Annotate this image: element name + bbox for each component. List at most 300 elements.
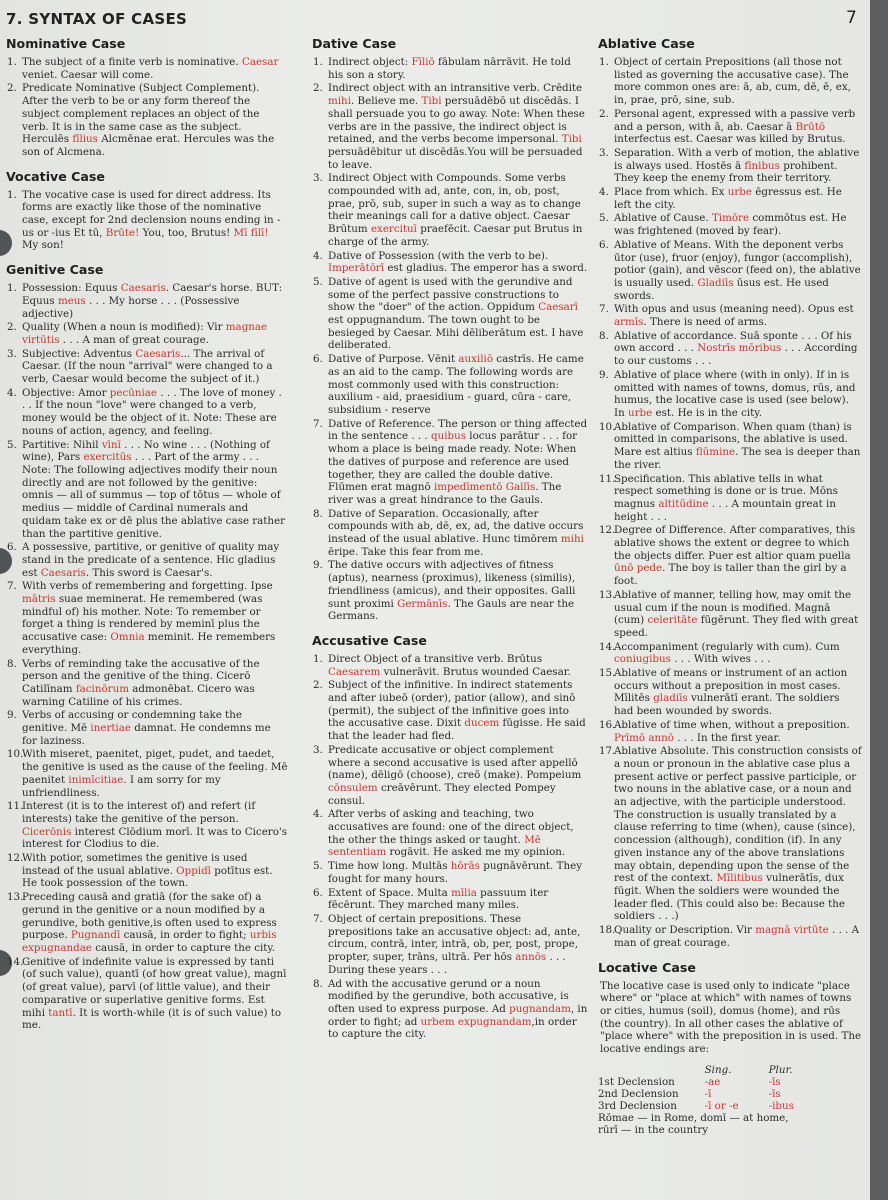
- text-run: passuum iter fēcērunt. They marched many miles.: [328, 886, 549, 912]
- text-run: , in order to fight; ad: [328, 1002, 588, 1028]
- rule-text: [328, 559, 575, 622]
- rule-number: 3.: [7, 347, 17, 360]
- rule-text: [614, 641, 840, 666]
- latin-example: ducem: [464, 717, 500, 730]
- latin-example: mihi: [560, 533, 584, 546]
- latin-example: Timōre: [711, 212, 750, 225]
- rule-item: [6, 956, 288, 1032]
- text-run: Verbs of accusing or condemning take the genitive. Mē: [22, 709, 242, 735]
- rule-item: [312, 250, 588, 275]
- latin-example: quibus: [430, 430, 467, 443]
- section-dative: [312, 36, 588, 623]
- text-run: Ablative of time when, without a preposition.: [614, 718, 850, 731]
- text-run: persuādēbō ut discēdās. I shall persuade you to go away. Note: When these verbs are in the passive, the indirect object is retained, and the verbs become impersonal.: [328, 95, 585, 146]
- latin-example: Caesaris: [135, 347, 181, 360]
- table-cell: -īs: [768, 1087, 781, 1100]
- rule-number: 5.: [7, 438, 17, 451]
- rule-number: 7.: [599, 303, 609, 316]
- latin-example: Fīliō: [411, 56, 435, 68]
- rule-number: 7.: [7, 580, 17, 593]
- latin-example: vīnī: [101, 438, 121, 451]
- section-heading: Ablative Case: [598, 36, 695, 51]
- rule-item: [6, 282, 288, 320]
- section-heading: Dative Case: [312, 36, 397, 51]
- rule-item: [312, 679, 588, 743]
- text-run: . Believe me.: [350, 95, 422, 108]
- rule-text: [328, 887, 548, 912]
- rule-text: [614, 56, 851, 106]
- rule-text: [22, 891, 277, 954]
- text-run: . . . My horse . . . (Possessive adjective): [22, 294, 240, 320]
- latin-example: impedīmentō Gallīs: [434, 481, 536, 494]
- section-genitive: [6, 262, 288, 1032]
- rule-text: [328, 808, 574, 858]
- rule-number: 8.: [7, 657, 17, 670]
- rule-list: [6, 189, 288, 253]
- latin-example: tantī: [48, 1006, 73, 1019]
- rule-item: [6, 709, 288, 747]
- rule-number: 8.: [313, 507, 323, 520]
- rule-item: [598, 147, 862, 185]
- text-run: The dative occurs with adjectives of fitness (aptus), nearness (proximus), likeness (similis), friendliness (amicus), and their opposites. Galli sunt proximi: [328, 559, 576, 610]
- latin-example: Caesarem: [328, 665, 381, 678]
- latin-example: ūnō pede: [614, 562, 663, 575]
- text-run: The vocative case is used for direct address. Its forms are exactly like those of the nominative case, except for 2nd declension nouns ending in -us or -ius Et tū,: [22, 188, 281, 239]
- text-run: . . . During these years . . .: [328, 951, 566, 976]
- text-run: interfectus est. Caesar was killed by Brutus.: [614, 133, 846, 146]
- text-run: rogāvit. He asked me my opinion.: [386, 846, 566, 859]
- text-run: Dative of Purpose. Vēnit: [328, 353, 459, 366]
- rule-text: [22, 748, 288, 798]
- rule-number: 3.: [313, 172, 323, 185]
- column-left: [6, 34, 288, 1042]
- text-run: Objective: Amor: [22, 386, 110, 399]
- text-run: . . . A man of great courage.: [614, 924, 860, 949]
- latin-example: hōrās: [450, 860, 480, 873]
- rule-number: 11.: [7, 800, 24, 813]
- rule-text: [22, 541, 279, 578]
- rule-item: [6, 56, 288, 81]
- latin-example: Imperātōrī: [328, 262, 385, 275]
- text-run: causā, in order to fight;: [120, 929, 250, 942]
- rule-number: 2.: [313, 679, 323, 692]
- rule-item: [312, 860, 588, 885]
- rule-item: [6, 189, 288, 253]
- rule-number: 1.: [599, 56, 609, 68]
- rule-text: [328, 172, 582, 248]
- latin-example: Nostrīs mōribus: [697, 342, 782, 355]
- rule-text: [614, 369, 855, 419]
- text-run: potītus est. He took possession of the town.: [22, 864, 273, 890]
- latin-example: Brūte!: [105, 226, 140, 239]
- rule-item: [6, 658, 288, 709]
- text-run: ,in order to capture the city.: [328, 1015, 577, 1041]
- latin-example: Caesarī: [538, 301, 578, 314]
- rule-text: [22, 387, 282, 437]
- latin-example: Caesar: [241, 56, 279, 68]
- text-run: Quality (When a noun is modified): Vir: [22, 321, 226, 334]
- rule-item: [598, 330, 862, 368]
- rule-number: 5.: [313, 275, 323, 288]
- rule-text: [614, 108, 855, 145]
- rule-item: [598, 239, 862, 303]
- text-run: ēripe. Take this fear from me.: [328, 545, 484, 558]
- rule-item: [6, 348, 288, 386]
- rule-item: [312, 744, 588, 808]
- rule-text: [328, 250, 587, 275]
- text-run: The subject of a finite verb is nominative.: [22, 56, 242, 68]
- latin-example: magnae virtūtis: [22, 321, 268, 346]
- rule-number: 4.: [313, 249, 323, 262]
- rule-number: 2.: [313, 82, 323, 95]
- text-run: With potior, sometimes the genitive is used instead of the usual ablative.: [22, 852, 248, 877]
- text-run: . There is need of arms.: [643, 316, 768, 329]
- latin-example: mātris: [22, 593, 56, 606]
- rule-text: [328, 860, 582, 885]
- text-run: creāvērunt. They elected Pompey consul.: [328, 781, 556, 807]
- rule-item: [6, 800, 288, 851]
- latin-example: pugnandam: [509, 1002, 571, 1015]
- rule-text: [614, 303, 854, 328]
- latin-example: Mīlitibus: [716, 872, 763, 885]
- rule-item: [6, 321, 288, 346]
- rule-text: [22, 580, 275, 656]
- rule-text: [22, 709, 271, 746]
- rule-item: [598, 524, 862, 588]
- rule-number: 8.: [313, 977, 323, 990]
- rule-number: 1.: [7, 56, 17, 68]
- text-run: Predicate Nominative (Subject Complement). After the verb to be or any form thereof the subject complement replaces an object of the verb. It is in the same case as the subject. Herculēs: [22, 82, 260, 146]
- text-run: Ablative Absolute. This construction consists of a noun or pronoun in the ablative case plus a present active or perfect passive participle, or two nouns in the ablative case, or a noun and an adjective, with the participle understood. The construction is usually translated by a clause referring to time (when), cause (since), concession (although), condition (if). In any given instance any of the above translations may obtain, depending upon the sense of the rest of the context.: [614, 745, 862, 885]
- rule-item: [312, 978, 588, 1042]
- text-run: est gladius. The emperor has a sword.: [384, 262, 588, 275]
- rule-text: [328, 276, 583, 352]
- rule-number: 2.: [7, 321, 17, 334]
- rule-item: [598, 667, 862, 718]
- text-run: Personal agent, expressed with a passive verb and a person, with ā, ab. Caesar ā: [614, 107, 856, 133]
- section-heading: Accusative Case: [312, 632, 427, 648]
- rule-item: [312, 56, 588, 81]
- text-run: Ablative of place where (with in only). If in is omitted with names of towns, domus, rūs, and humus, the locative case is used (see below). In: [614, 368, 856, 419]
- rule-number: 4.: [7, 386, 17, 399]
- rule-number: 1.: [7, 188, 17, 201]
- text-run: With opus and usus (meaning need). Opus est: [614, 303, 854, 316]
- rule-number: 9.: [599, 368, 609, 381]
- table-row: [598, 1088, 798, 1100]
- latin-example: Gladiīs: [697, 276, 734, 289]
- text-run: fūgērunt. They fled with great speed.: [614, 614, 859, 639]
- text-run: veniet. Caesar will come.: [22, 68, 154, 81]
- latin-example: urbe: [727, 186, 752, 199]
- table-cell: -ī or -e: [704, 1099, 739, 1112]
- rule-item: [598, 186, 862, 211]
- text-run: Genitive of indefinite value is expressed by tanti (of such value), quantī (of how great value), magnī (of great value), parvī (of little value), and their comparative or superlative genitive forms. Est mihi: [22, 955, 287, 1019]
- rule-number: 12.: [599, 524, 616, 537]
- rule-text: [22, 56, 278, 81]
- rule-item: [6, 439, 288, 541]
- rule-text: [328, 418, 587, 506]
- text-run: Degree of Difference. After comparatives, this ablative shows the extent or degree to which the objects differ. Puer est altior quam puella: [614, 524, 856, 562]
- text-run: pugnāvērunt. They fought for many hours.: [328, 860, 583, 885]
- text-run: vulnerāvit. Brutus wounded Caesar.: [380, 665, 571, 678]
- text-run: Ablative of Means. With the deponent verbs ūtor (use), fruor (enjoy), fungor (accomplish), potior (gain), and vēscor (feed on), the ablative is usually used.: [614, 238, 861, 289]
- text-run: ūsus est. He used swords.: [614, 276, 829, 302]
- rule-text: [22, 658, 260, 708]
- rule-number: 5.: [599, 212, 609, 225]
- text-run: . The Gauls are near the Germans.: [328, 597, 575, 623]
- rule-number: 17.: [599, 745, 616, 758]
- latin-example: Mē sententiam: [328, 833, 541, 859]
- table-header-row: [598, 1064, 798, 1076]
- latin-example: Pugnandī: [70, 929, 121, 942]
- rule-item: [598, 369, 862, 420]
- rule-item: [312, 808, 588, 859]
- rule-item: [598, 473, 862, 524]
- rule-item: [312, 82, 588, 171]
- table-row: [598, 1076, 798, 1088]
- text-run: Time how long. Multās: [328, 860, 451, 873]
- rule-text: [328, 744, 581, 807]
- rule-text: [614, 186, 842, 211]
- latin-example: facinōrum: [75, 682, 130, 695]
- rule-number: 11.: [599, 472, 616, 485]
- latin-example: Germānīs: [397, 597, 448, 610]
- text-run: . I am sorry for my unfriendliness.: [22, 773, 221, 799]
- text-run: Quality or Description. Vir: [614, 924, 756, 937]
- text-run: . . . A man of great courage.: [59, 333, 210, 346]
- rule-text: [614, 745, 862, 922]
- locative-example: Rōmae — in Rome, domī — at home,: [598, 1111, 789, 1124]
- text-run: meminit. He remembers everything.: [22, 631, 276, 656]
- rule-item: [598, 589, 862, 640]
- rule-text: [614, 719, 850, 744]
- text-run: fābulam nārrāvit. He told his son a story.: [328, 56, 571, 81]
- rule-number: 18.: [599, 924, 616, 937]
- rule-text: [614, 524, 855, 587]
- text-run: interest Clōdium morī. It was to Cicero's interest for Clodius to die.: [22, 825, 288, 851]
- rule-item: [598, 719, 862, 744]
- text-run: prohibent. They keep the enemy from their territory.: [614, 159, 838, 185]
- section-heading: Nominative Case: [6, 36, 126, 51]
- rule-number: 8.: [599, 329, 609, 342]
- text-run: Ad with the accusative gerund or a noun modified by the gerundive, both accusative, is often used to express purpose. Ad: [328, 977, 569, 1015]
- rule-list: [6, 282, 288, 1032]
- text-run: est. He is in the city.: [652, 406, 763, 419]
- text-run: With miseret, paenitet, piget, pudet, and taedet, the genitive is used as the cause of the feeling. Mē paenitet: [22, 748, 288, 786]
- text-run: ēgressus est. He left the city.: [614, 186, 842, 211]
- latin-example: Omnia: [110, 631, 145, 644]
- text-run: Dative of agent is used with the gerundive and some of the perfect passive constructions to show the "doer" of the action. Oppidum: [328, 275, 573, 314]
- table-header: Sing.: [704, 1063, 732, 1076]
- rule-item: [312, 887, 588, 912]
- text-run: Direct Object of a transitive verb. Brūtus: [328, 652, 543, 665]
- latin-example: Mī fīlī!: [233, 226, 269, 239]
- text-run: Verbs of reminding take the accusative of the person and the genitive of the thing. Cicerō Catilīnam: [22, 657, 260, 695]
- rule-text: [328, 978, 587, 1041]
- rule-item: [598, 56, 862, 107]
- rule-number: 10.: [7, 748, 24, 761]
- text-run: Alcmēnae erat. Hercules was the son of Alcmena.: [22, 133, 275, 158]
- latin-example: urbem expugnandam: [420, 1015, 532, 1028]
- text-run: Ablative of means or instrument of an action occurs without a preposition in most cases. Mīlitēs: [614, 667, 848, 705]
- text-run: praefēcit. Caesar put Brutus in charge of the army.: [328, 223, 583, 248]
- rule-item: [312, 913, 588, 977]
- table-cell: -ī: [704, 1087, 712, 1100]
- rule-number: 4.: [599, 186, 609, 199]
- table-cell: 2nd Declension: [598, 1087, 679, 1100]
- text-run: . . . In the first year.: [673, 731, 781, 744]
- text-run: Extent of Space. Multa: [328, 886, 452, 899]
- text-run: Dative of Possession (with the verb to be).: [328, 249, 549, 262]
- rule-item: [312, 172, 588, 248]
- text-run: Ablative of manner, telling how, may omit the usual cum if the noun is modified. Magnā (cum): [614, 588, 852, 627]
- table-cell: 1st Declension: [598, 1075, 675, 1088]
- rule-number: 16.: [599, 718, 616, 731]
- rule-item: [312, 418, 588, 507]
- text-run: persuādēbitur ut discēdās.You will be persuaded to leave.: [328, 145, 583, 171]
- latin-example: Cicerōnis: [22, 825, 72, 838]
- section-vocative: [6, 169, 288, 253]
- text-run: . The boy is taller than the girl by a foot.: [614, 562, 847, 588]
- text-run: Place from which. Ex: [614, 186, 728, 199]
- rule-number: 4.: [313, 808, 323, 821]
- latin-example: annōs: [515, 951, 547, 964]
- latin-example: auxiliō: [458, 353, 494, 366]
- section-heading: Vocative Case: [6, 168, 105, 184]
- latin-example: mihi: [328, 95, 351, 108]
- rule-number: 6.: [7, 541, 17, 554]
- rule-text: [328, 56, 571, 81]
- rule-text: [22, 189, 280, 252]
- rule-number: 2.: [7, 82, 17, 95]
- rule-text: [614, 924, 859, 949]
- text-run: After verbs of asking and teaching, two accusatives are found: one of the direct object, the other the things asked or taught.: [328, 808, 574, 846]
- text-run: Indirect object with an intransitive verb. Crēdite: [328, 82, 583, 95]
- text-run: Ablative of Cause.: [614, 212, 712, 225]
- text-run: Ablative of Comparison. When quam (than) is omitted in comparisons, the ablative is used. Mare est altius: [614, 420, 852, 459]
- rule-list: [598, 56, 862, 950]
- text-run: Partitive: Nihil: [22, 438, 102, 451]
- text-run: . . . No wine . . . (Nothing of wine), Pars: [22, 438, 270, 464]
- rule-text: [614, 147, 859, 184]
- text-run: Dative of Reference. The person or thing affected in the sentence . . .: [328, 417, 588, 443]
- latin-example: urbe: [627, 406, 653, 419]
- rule-number: 5.: [313, 860, 323, 873]
- section-heading: Genitive Case: [6, 262, 104, 278]
- latin-example: fīnibus: [744, 159, 780, 172]
- latin-example: Caesaris: [120, 282, 166, 295]
- latin-example: Caesaris: [40, 566, 86, 579]
- text-run: My son!: [22, 239, 64, 252]
- rule-item: [6, 580, 288, 656]
- rule-number: 9.: [7, 709, 17, 722]
- latin-example: coniugibus: [614, 653, 671, 666]
- text-run: . The sea is deeper than the river.: [614, 446, 861, 471]
- text-run: Subjective: Adventus: [22, 347, 136, 360]
- latin-example: Tibi: [561, 133, 582, 146]
- text-run: Object of certain Prepositions (all those not listed as governing the accusative case). The more common ones are: ā, ab, cum, dē, ē, ex, in, prae, prō, sine, sub.: [614, 56, 851, 107]
- text-run: Accompaniment (regularly with cum). Cum: [614, 640, 840, 653]
- text-run: suae meminerat. He remembered (was mindful of) his mother. Note: To remember or forget a thing is rendered by meminī plus the accusative case:: [22, 593, 263, 644]
- rule-item: [598, 108, 862, 146]
- latin-example: cōnsulem: [328, 781, 378, 794]
- rule-number: 3.: [313, 743, 323, 756]
- rule-item: [598, 924, 862, 949]
- text-run: Ablative of accordance. Suā sponte . . . Of his own accord . . .: [614, 329, 852, 355]
- rule-number: 1.: [313, 56, 323, 68]
- rule-number: 13.: [7, 891, 24, 904]
- latin-example: exercitūs: [83, 451, 132, 464]
- rule-number: 15.: [599, 667, 616, 680]
- latin-example: mīlia: [451, 886, 477, 899]
- rule-text: [22, 321, 267, 346]
- text-run: Object of certain prepositions. These prepositions take an accusative object: ad, ante, circum, contrā, inter, intrā, ob, per, post, prope, propter, super, trāns, ultrā. Per hōs: [328, 913, 581, 964]
- text-run: Preceding causā and gratiā (for the sake of) a gerund in the genitive or a noun modified by a gerundive, both genitive,is often used to express purpose.: [22, 891, 277, 942]
- text-run: vulnerātī erant. The soldiers had been wounded by swords.: [614, 692, 840, 718]
- rule-number: 7.: [313, 913, 323, 925]
- text-run: est oppugnandum. The town ought to be besieged by Caesar. Mihi dēliberātum est. I have deliberated.: [328, 314, 584, 352]
- text-run: Predicate accusative or object complement where a second accusative is used after appellō (name), dēligō (choose), creō (make). Pompeium: [328, 743, 582, 782]
- rule-list: [312, 56, 588, 623]
- rule-item: [312, 508, 588, 559]
- rule-text: [328, 353, 584, 416]
- text-run: . . . According to our customs . . .: [614, 342, 858, 368]
- table-header: Plur.: [768, 1063, 793, 1076]
- text-run: . This sword is Caesar's.: [85, 566, 213, 579]
- rule-number: 13.: [599, 588, 616, 601]
- rule-number: 3.: [599, 146, 609, 159]
- rule-item: [598, 212, 862, 237]
- text-run: ... The arrival of Caesar. (If the noun "arrival" were changed to a verb, Caesar would become the subject of it.): [22, 347, 273, 386]
- latin-example: exercituī: [370, 223, 417, 236]
- table-header: [598, 1064, 683, 1076]
- rule-number: 7.: [313, 417, 323, 430]
- text-run: A possessive, partitive, or genitive of quality may stand in the predicate of a sentence. Hic gladius est: [22, 541, 280, 579]
- latin-example: altitūdine: [658, 497, 709, 510]
- section-nominative: [6, 36, 288, 159]
- latin-example: Prīmō annō: [614, 731, 674, 744]
- rule-item: [6, 891, 288, 955]
- text-run: fūgisse. He said that the leader had fled.: [328, 717, 586, 743]
- locative-text: The locative case is used only to indicate "place where" or "place at which" with names of towns or cities, humus (soil), domus (home), and rūs (the country). In all other cases the ablative of "place where" with the preposition in is used. The locative endings are:: [600, 979, 862, 1056]
- column-right: [598, 34, 862, 1147]
- rule-text: [22, 82, 274, 158]
- text-run: admonēbat. Cicero was warning Catiline of his crimes.: [22, 682, 255, 708]
- rule-number: 10.: [599, 420, 616, 433]
- latin-example: inertiae: [90, 722, 132, 735]
- rule-number: 14.: [599, 640, 616, 653]
- text-run: . . . The love of money . . . If the noun "love" were changed to a verb, money would be the object of it. Note: These are nouns of action, agency, and feeling.: [22, 386, 282, 437]
- rule-item: [6, 541, 288, 579]
- section-heading: Locative Case: [598, 959, 696, 975]
- text-run: Indirect object:: [328, 56, 412, 68]
- rule-list: [6, 56, 288, 159]
- latin-example: pecūniae: [109, 386, 158, 399]
- text-run: Specification. This ablative tells in what respect something is done or is true. Mōns magnus: [614, 472, 838, 510]
- rule-number: 14.: [7, 955, 24, 968]
- text-run: commōtus est. He was frightened (moved by fear).: [614, 212, 847, 238]
- latin-example: Brūtō: [795, 120, 826, 133]
- text-run: Possession: Equus: [22, 282, 121, 295]
- rule-text: [328, 913, 580, 976]
- rule-number: 12.: [7, 852, 24, 865]
- rule-item: [312, 653, 588, 678]
- rule-text: [614, 330, 857, 367]
- text-run: . The river was a great hindrance to the Gauls.: [328, 481, 562, 506]
- latin-example: Oppidī: [176, 864, 211, 877]
- table-cell: -ae: [704, 1075, 721, 1088]
- latin-example: magnā virtūte: [755, 924, 829, 937]
